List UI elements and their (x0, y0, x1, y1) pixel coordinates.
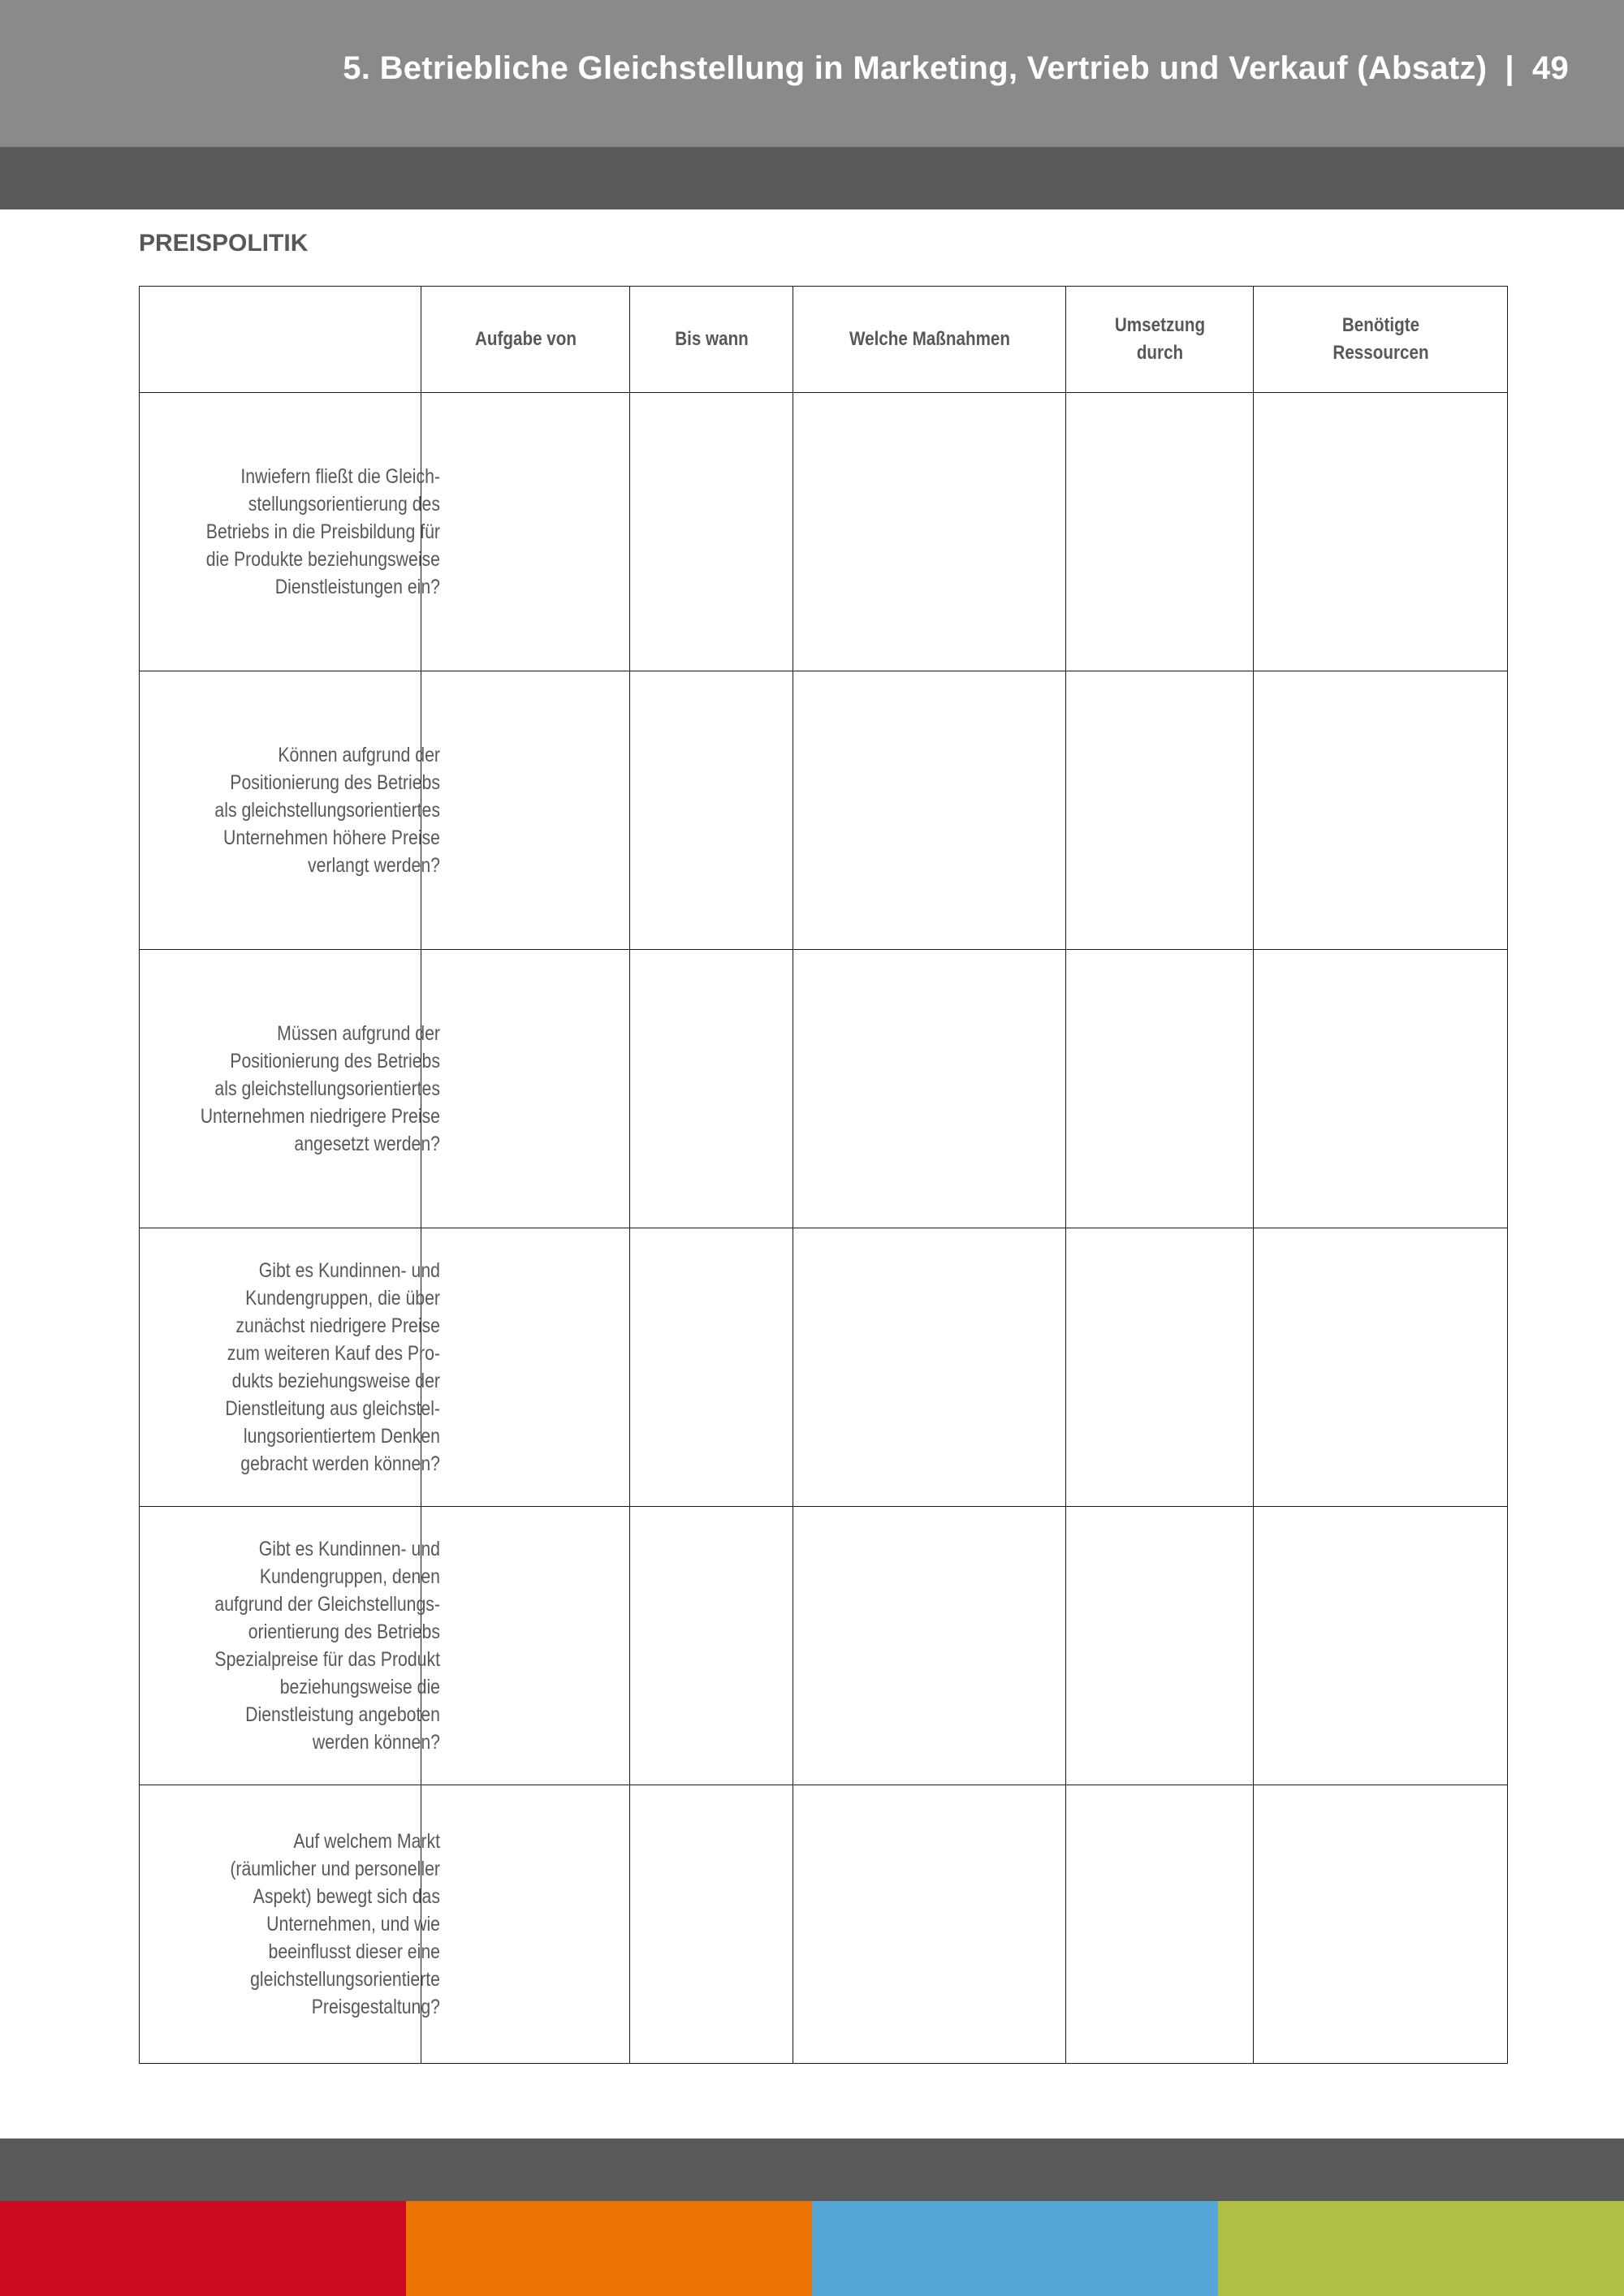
answer-cell-benoetigte-ressourcen[interactable] (1254, 1228, 1508, 1507)
answer-cell-benoetigte-ressourcen[interactable] (1254, 950, 1508, 1228)
answer-cell-benoetigte-ressourcen[interactable] (1254, 1507, 1508, 1785)
color-segment-red (0, 2201, 406, 2296)
running-header (343, 50, 1569, 87)
question-text: Gibt es Kundinnen- und Kundengruppen, die über zunächst niedrigere Preise zum weiteren Kauf des Pro- dukts beziehungsweise der Dienstleitung aus gleichstel- lungsorientiertem Denken gebracht werden können? (225, 1259, 440, 1475)
question-cell (140, 1507, 440, 1785)
header-dark-band (0, 147, 1624, 209)
question-cell (140, 1785, 440, 2064)
question-text: Auf welchem Markt (räumlicher und personeller Aspekt) bewegt sich das Unternehmen, und wie beeinflusst dieser eine gleichstellungsorientierte Preisgestaltung? (230, 1830, 440, 2018)
table-row (140, 393, 1508, 671)
answer-cell-welche-massnahmen[interactable] (793, 671, 1066, 950)
question-text: Inwiefern fließt die Gleich- stellungsorientierung des Betriebs in die Preisbildung für die Produkte beziehungsweise Dienstleistungen ein? (205, 465, 440, 598)
chapter-title: 5. Betriebliche Gleichstellung in Marketing, Vertrieb und Verkauf (Absatz) (343, 50, 1488, 86)
color-segment-green (1218, 2201, 1624, 2296)
answer-cell-bis-wann[interactable] (630, 1785, 793, 2064)
answer-cell-umsetzung-durch[interactable] (1066, 1785, 1254, 2064)
question-cell (140, 1228, 440, 1507)
color-segment-orange (406, 2201, 812, 2296)
pricing-policy-table (139, 286, 1508, 2064)
answer-cell-aufgabe-von[interactable] (421, 1507, 630, 1785)
header-cell-aufgabe-von: Aufgabe von (435, 287, 615, 393)
question-text: Können aufgrund der Positionierung des Betriebs als gleichstellungsorientiertes Unternehmen höhere Preise verlangt werden? (214, 744, 440, 877)
answer-cell-benoetigte-ressourcen[interactable] (1254, 1785, 1508, 2064)
section-title: PREISPOLITIK (139, 230, 309, 257)
answer-cell-welche-massnahmen[interactable] (793, 1785, 1066, 2064)
answer-cell-welche-massnahmen[interactable] (793, 1228, 1066, 1507)
header-band (0, 0, 1624, 147)
header-cell-umsetzung-durch: Umsetzung durch (1079, 287, 1241, 393)
answer-cell-benoetigte-ressourcen[interactable] (1254, 393, 1508, 671)
answer-cell-welche-massnahmen[interactable] (793, 393, 1066, 671)
table-row (140, 1228, 1508, 1507)
question-cell (140, 671, 440, 950)
question-text: Gibt es Kundinnen- und Kundengruppen, denen aufgrund der Gleichstellungs- orientierung des Betriebs Spezialpreise für das Produkt beziehungsweise die Dienstleistung angeboten werden können? (214, 1538, 440, 1754)
header-cell-blank (140, 287, 421, 393)
header-cell-benoetigte-ressourcen: Benötigte Ressourcen (1271, 287, 1489, 393)
answer-cell-aufgabe-von[interactable] (421, 393, 630, 671)
answer-cell-aufgabe-von[interactable] (421, 950, 630, 1228)
answer-cell-umsetzung-durch[interactable] (1066, 393, 1254, 671)
answer-cell-bis-wann[interactable] (630, 1228, 793, 1507)
table-row (140, 671, 1508, 950)
header-cell-bis-wann: Bis wann (641, 287, 782, 393)
table-row (140, 1785, 1508, 2064)
answer-cell-bis-wann[interactable] (630, 393, 793, 671)
answer-cell-bis-wann[interactable] (630, 950, 793, 1228)
header-cell-welche-massnahmen: Welche Maßnahmen (812, 287, 1047, 393)
answer-cell-umsetzung-durch[interactable] (1066, 1228, 1254, 1507)
answer-cell-welche-massnahmen[interactable] (793, 950, 1066, 1228)
answer-cell-aufgabe-von[interactable] (421, 1785, 630, 2064)
question-cell (140, 393, 440, 671)
question-cell (140, 950, 440, 1228)
table-row (140, 1507, 1508, 1785)
answer-cell-benoetigte-ressourcen[interactable] (1254, 671, 1508, 950)
answer-cell-aufgabe-von[interactable] (421, 671, 630, 950)
answer-cell-bis-wann[interactable] (630, 1507, 793, 1785)
answer-cell-bis-wann[interactable] (630, 671, 793, 950)
footer-color-strip (0, 2201, 1624, 2296)
page-number: 49 (1531, 50, 1569, 86)
answer-cell-umsetzung-durch[interactable] (1066, 671, 1254, 950)
footer-dark-band (0, 2138, 1624, 2201)
header-separator: | (1505, 50, 1514, 86)
answer-cell-aufgabe-von[interactable] (421, 1228, 630, 1507)
answer-cell-umsetzung-durch[interactable] (1066, 950, 1254, 1228)
color-segment-blue (812, 2201, 1218, 2296)
answer-cell-umsetzung-durch[interactable] (1066, 1507, 1254, 1785)
answer-cell-welche-massnahmen[interactable] (793, 1507, 1066, 1785)
question-text: Müssen aufgrund der Positionierung des Betriebs als gleichstellungsorientiertes Unternehmen niedrigere Preise angesetzt werden? (200, 1022, 440, 1155)
table-header-row (140, 287, 1508, 393)
table-row (140, 950, 1508, 1228)
